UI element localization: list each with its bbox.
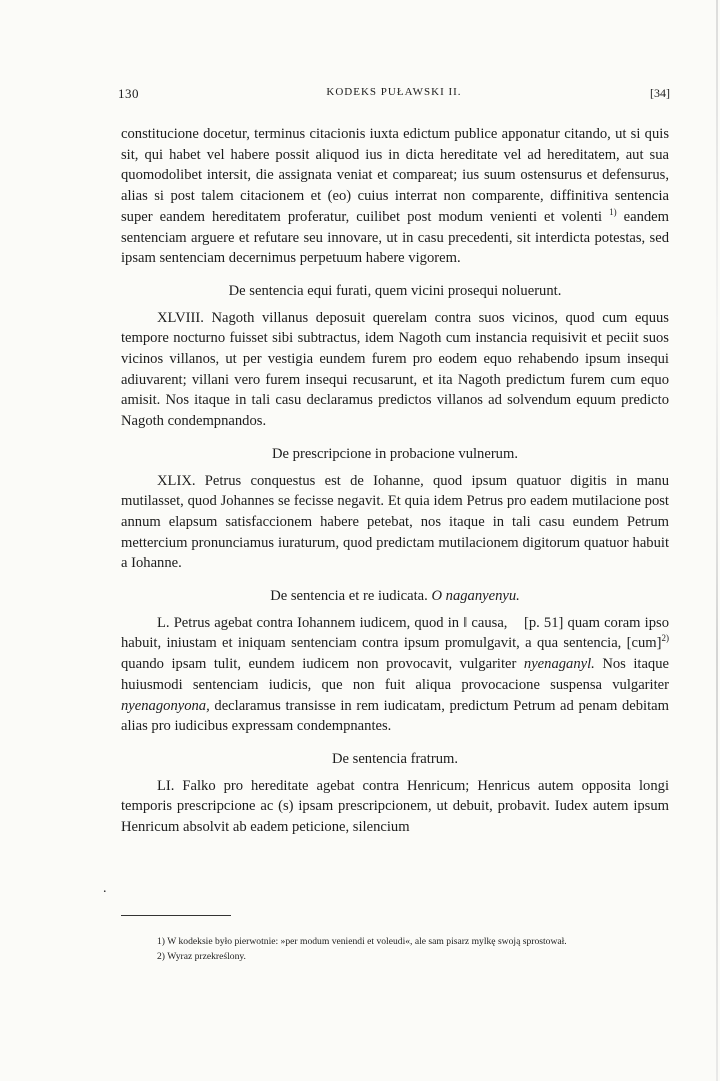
section-heading [121,586,669,607]
footnote-text: W kodeksie było pierwotnie: »per modum veniendi et voleudi«, ale sam pisarz mylkę swoją sprostował. [165,936,567,947]
paragraph-text: Nos itaque huiusmodi sentenciam iudicis, que non fuit aliqua provocacione suspensa vulgariter [121,656,669,693]
paragraph-text: declaramus transisse in rem iudicatam, predictum Petrum ad penam debitam alias pro iudicibus expressam condempnantes. [121,697,669,735]
footnote-ref: 2) [661,633,669,644]
paragraph-text: quam coram ipso habuit, iniustam et iniquam sentenciam contra ipsum promulgavit, a qua sentencia, [cum] [121,614,669,652]
vernacular-term: nyenagonyona, [121,697,210,714]
vernacular-term: nyenaganyl. [523,656,595,673]
paragraph-text: constitucione docetur, terminus citacionis iuxta edictum publice apponatur citando, ut si quis sit, qui habet vel habere possit aliquod ius in dicta hereditate vel ad hereditatem, aut sua quomodolibet intersit, die assignata veniat et compareat; ius suum ostensurus et defensurus, alias si post talem citacionem et (eo) cuius interrat non comparente, diffinitiva sentencia super eandem hereditatem proferatur, cuilibet post modum venienti et volenti [121,126,669,225]
section-paragraph [121,613,669,737]
page-number: 130 [118,86,139,101]
main-text [121,124,669,838]
section-heading: De sentencia fratrum. [331,750,458,767]
section-heading: De prescripcione in probacione vulnerum. [272,445,518,462]
section-heading: De sentencia equi furati, quem vicini prosequi noluerunt. [228,282,562,299]
page-header [118,86,670,108]
margin-mark: . [103,881,107,896]
paragraph-text: quando ipsam tulit, eundem iudicem non provocavit, vulgariter [121,656,524,673]
section-paragraph: XLVIII. Nagoth villanus deposuit querelam contra suos vicinos, quod cum equus tempore nocturno fuisset sibi subtractus, idem Nagoth cum instancia requisivit et peciit suos vicinos villanos, ut per vestigia eundem furem pro eodem equo rehabendo ipsum insequi adiuvarent; villani vero furem insequi recusarunt, et ita Nagoth predictum furem cum equo amisit. Nos itaque in tali casu declaramus predictos villanos ad solvendum equum predicto Nagoth condempnandos. [121,309,669,430]
footnote-mark: 1) [157,936,165,947]
heading-vernacular: O naganyenyu. [431,588,520,605]
footnote-text: Wyraz przekreślony. [165,951,246,962]
footnote [121,949,669,964]
paragraph-text: eandem sentenciam arguere et refutare seu innovare, ut in casu precedenti, sit interdicta potestas, sed ipsam sentenciam decernimus perpetuum habere vigorem. [121,208,669,267]
section-paragraph: LI. Falko pro hereditate agebat contra Henricum; Henricus autem opposita longi temporis prescripcione ac (s) ipsam prescripcionem, ut debuit, probavit. Iudex autem ipsum Henricum absolvit ab eadem peticione, silencium [121,777,669,836]
signature-mark: [34] [650,86,670,100]
heading-text: De sentencia et re iudicata. [270,588,432,605]
section-paragraph: XLIX. Petrus conquestus est de Iohanne, quod ipsum quatuor digitis in manu mutilasset, quod Johannes se fecisse negavit. Et quia idem Petrus pro eadem mutilacione post annum elapsum satisfaccionem habere petebat, nos itaque in tali casu eundem Petrum mettercium pronunciamus iuraturum, quod predictam mutilacionem digitorum quatuor habuit a Iohanne. [121,472,669,572]
running-title: KODEKS PUŁAWSKI II. [326,86,462,98]
footnotes [121,934,669,964]
page-reference: [p. 51] [524,614,564,631]
paragraph-text: L. Petrus agebat contra Iohannem iudicem, quod in ‖ causa, [157,614,508,631]
footnote-ref: 1) [609,206,617,217]
paragraph-continuation [121,124,669,269]
footnote-rule [121,915,231,916]
page-edge-shadow [716,0,718,1081]
footnote [121,934,669,949]
footnote-mark: 2) [157,951,165,962]
